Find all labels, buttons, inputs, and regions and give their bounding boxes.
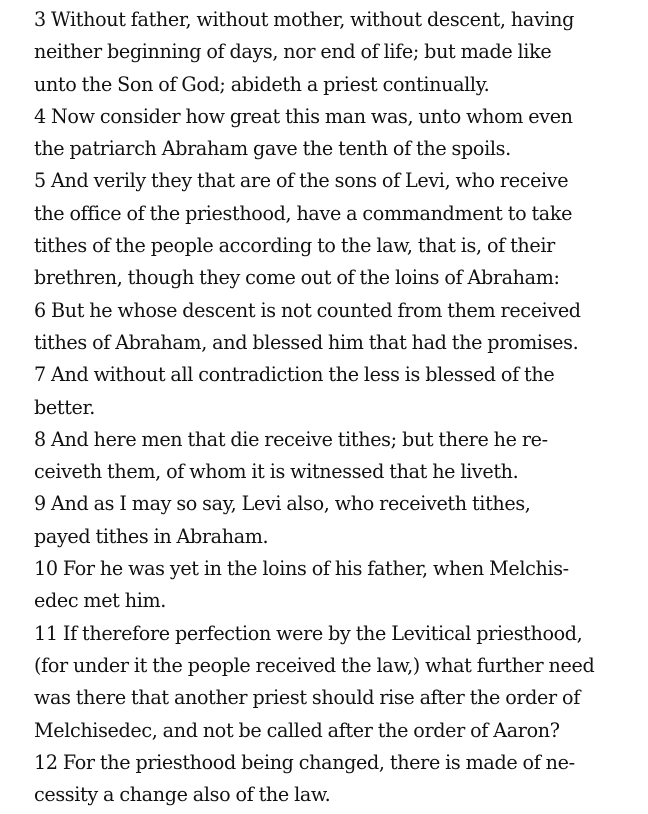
verse-line: cessity a change also of the law. [34, 783, 331, 807]
verse-line: tithes of Abraham, and blessed him that had the promises. [34, 330, 579, 354]
verse-line: 8 And here men that die receive tithes; but there he re- [34, 427, 548, 451]
verse-line: 12 For the priesthood being changed, there is made of ne- [34, 750, 575, 774]
verse-line: 4 Now consider how great this man was, unto whom even [34, 104, 573, 128]
verse-line: 11 If therefore perfection were by the Levitical priesthood, [34, 621, 583, 645]
verse-line: was there that another priest should rise after the order of [34, 686, 580, 710]
verse-line: ceiveth them, of whom it is witnessed that he liveth. [34, 460, 519, 484]
verse-line: 6 But he whose descent is not counted from them received [34, 298, 581, 322]
verse-line: (for under it the people received the law,) what further need [34, 653, 595, 677]
verse-line: brethren, though they come out of the loins of Abraham: [34, 266, 560, 290]
verse-line: Melchisedec, and not be called after the order of Aaron? [34, 718, 560, 742]
verse-line: 3 Without father, without mother, without descent, having [34, 8, 575, 31]
verse-line: edec met him. [34, 589, 167, 613]
verse-line: the office of the priesthood, have a commandment to take [34, 201, 573, 225]
verse-line: 5 And verily they that are of the sons of Levi, who receive [34, 169, 569, 193]
verse-line: payed tithes in Abraham. [34, 524, 269, 548]
verse-line: tithes of the people according to the law, that is, of their [34, 234, 555, 258]
verse-line: 10 For he was yet in the loins of his father, when Melchis- [34, 557, 569, 581]
verse-line: neither beginning of days, nor end of life; but made like [34, 40, 552, 64]
verse-line: 9 And as I may so say, Levi also, who receiveth tithes, [34, 492, 531, 516]
document-page [34, 4, 644, 811]
verse-line: better. [34, 395, 95, 419]
verse-line: 7 And without all contradiction the less is blessed of the [34, 363, 555, 387]
verse-line: the patriarch Abraham gave the tenth of the spoils. [34, 137, 511, 161]
verse-line: unto the Son of God; abideth a priest continually. [34, 72, 490, 96]
